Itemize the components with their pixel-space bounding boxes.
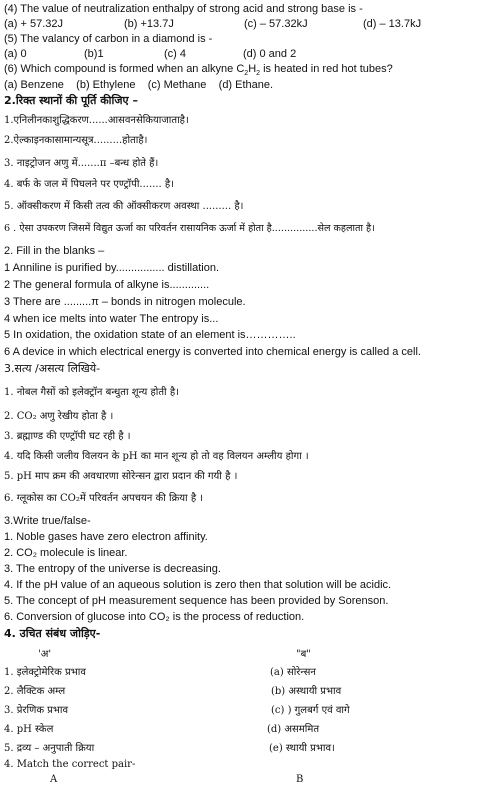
match-hindi-b-item: (c) ) गुलबर्ग एवं वागे: [271, 705, 350, 716]
q4-options: [4, 17, 474, 31]
q6-text-pre: (6) Which compound is formed when an alkyne C: [4, 63, 245, 75]
q6-option-b: (b) Ethylene: [76, 79, 136, 91]
truefalse-english-heading: 3.Write true/false-: [4, 515, 91, 527]
fill-hindi-item: 4. बर्फ के जल में पिघलने पर एण्ट्रॉपी....... है।: [4, 179, 174, 190]
match-hindi-a-item: 2. लैक्टिक अम्ल: [4, 686, 66, 697]
match-hindi-b-item: (b) अस्थायी प्रभाव: [271, 686, 342, 697]
match-hindi-col-a-label: 'अ': [38, 649, 52, 660]
fill-hindi-item: 1.एनिलीनकाशुद्धिकरण......आसवनसेकियाजाताहै।: [4, 115, 189, 126]
q6-sub-2: 2: [256, 70, 261, 78]
q5-text: (5) The valancy of carbon in a diamond is -: [4, 33, 213, 45]
fill-english-item: 3 There are .........π – bonds in nitrogen molecule.: [4, 296, 246, 308]
truefalse-hindi-item: 6. ग्लूकोस का CO₂में परिवर्तन अपचयन की क्रिया है ।: [4, 493, 204, 504]
fill-english-item: 2 The general formula of alkyne is.............: [4, 279, 210, 291]
fill-hindi-item: 3. नाइट्रोजन अणु में.......π –बन्ध होते हैं।: [4, 158, 159, 169]
q5-option-c: (c) 4: [164, 48, 186, 60]
fill-hindi-item: 5. ऑक्सीकरण में किसी तत्व की ऑक्सीकरण अवस्था ......... है।: [4, 201, 244, 212]
truefalse-english-item: 3. The entropy of the universe is decreasing.: [4, 563, 221, 575]
fill-english-item: 4 when ice melts into water The entropy is...: [4, 313, 219, 325]
q4-option-c: (c) – 57.32kJ: [244, 18, 308, 30]
truefalse-hindi-item: 2. CO₂ अणु रेखीय होता है ।: [4, 411, 114, 422]
truefalse-hindi-item: 4. यदि किसी जलीय विलयन के pH का मान शून्य हो तो वह विलयन अम्लीय होगा ।: [4, 451, 309, 462]
fill-hindi-heading: 2.रिक्त स्थानों की पूर्ति कीजिए –: [4, 94, 138, 107]
q4-option-d: (d) – 13.7kJ: [363, 18, 422, 30]
truefalse-english-item: 5. The concept of pH measurement sequence has been provided by Sorenson.: [4, 595, 389, 607]
truefalse-hindi-item: 5. pH माप क्रम की अवधारणा सोरेन्सन द्वारा प्रदान की गयी है ।: [4, 471, 238, 482]
match-hindi-a-item: 5. द्रव्य – अनुपाती क्रिया: [4, 743, 95, 754]
q6-option-d: (d) Ethane.: [218, 79, 274, 91]
match-hindi-b-item: (e) स्थायी प्रभाव।: [269, 743, 335, 754]
fill-english-item: 1 Anniline is purified by................ distillation.: [4, 262, 220, 274]
fill-hindi-item: 6 . ऐसा उपकरण जिसमें विद्युत ऊर्जा का परिवर्तन रासायनिक ऊर्जा में होता है...............सेल कहलाता है।: [4, 223, 375, 234]
truefalse-english-item: 6. Conversion of glucose into CO₂ is the process of reduction.: [4, 611, 305, 623]
fill-english-heading: 2. Fill in the blanks –: [4, 245, 105, 257]
match-hindi-heading: 4. उचित संबंध जोड़िए-: [4, 627, 101, 640]
match-hindi-b-item: (a) सोरेन्सन: [270, 667, 316, 678]
q6-option-a: (a) Benzene: [4, 79, 64, 91]
match-english-col-a-label: A: [50, 774, 58, 785]
truefalse-english-item: 4. If the pH value of an aqueous solution is zero then that solution will be acidic.: [4, 579, 392, 591]
truefalse-english-item: 2. CO₂ molecule is linear.: [4, 547, 128, 559]
q6-sub-1: 2: [244, 70, 249, 78]
match-hindi-a-item: 4. pH स्केल: [4, 724, 54, 735]
q6-option-c: (c) Methane: [147, 79, 207, 91]
q6-text-post: is heated in red hot tubes?: [260, 63, 393, 75]
q6-options: [4, 78, 273, 92]
q5-option-a: (a) 0: [4, 48, 27, 60]
match-hindi-a-item: 3. प्रेरणिक प्रभाव: [4, 705, 69, 716]
truefalse-hindi-heading: 3.सत्य /असत्य लिखिये-: [4, 362, 101, 375]
truefalse-english-item: 1. Noble gases have zero electron affinity.: [4, 531, 208, 543]
q4-option-b: (b) +13.7J: [124, 18, 174, 30]
match-hindi-a-item: 1. इलेक्ट्रोमेरिक प्रभाव: [4, 667, 86, 678]
q4-text: (4) The value of neutralization enthalpy of strong acid and strong base is -: [4, 3, 363, 15]
truefalse-hindi-item: 3. ब्रह्माण्ड की एण्ट्रॉपी घट रही है ।: [4, 431, 131, 442]
match-english-heading: 4. Match the correct pair-: [4, 759, 136, 770]
match-hindi-b-item: (d) असममित: [267, 724, 320, 735]
match-hindi-col-b-label: "ब": [296, 649, 311, 660]
q5-options: [4, 47, 474, 61]
truefalse-hindi-item: 1. नोबल गैसों को इलेक्ट्रॉन बन्धुता शून्य होती है।: [4, 387, 179, 398]
q6-text-mid: H: [248, 63, 257, 75]
fill-english-item: 6 A device in which electrical energy is converted into chemical energy is called a cell.: [4, 346, 421, 358]
q5-option-b: (b)1: [84, 48, 104, 60]
match-english-col-b-label: B: [296, 774, 304, 785]
fill-english-item: 5 In oxidation, the oxidation state of an element is…………..: [4, 329, 296, 341]
q4-option-a: (a) + 57.32J: [4, 18, 64, 30]
fill-hindi-item: 2.ऐल्काइनकासामान्यसूत्र.........होताहै।: [4, 135, 148, 146]
q5-option-d: (d) 0 and 2: [243, 48, 297, 60]
